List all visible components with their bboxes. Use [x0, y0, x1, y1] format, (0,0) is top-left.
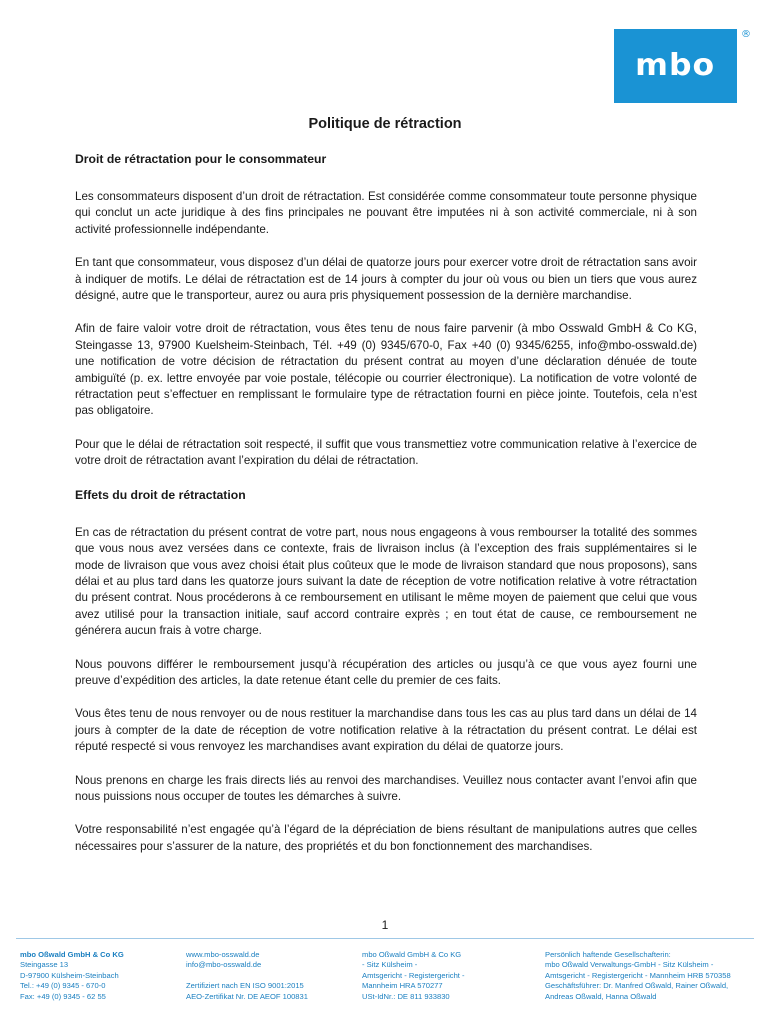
section-heading-effects: Effets du droit de rétractation: [75, 487, 246, 502]
footer-registry-hra: Mannheim HRA 570277: [362, 981, 443, 991]
footer-website: www.mbo-osswald.de: [186, 950, 260, 959]
footer-partner-company: mbo Oßwald Verwaltungs-GmbH - Sitz Külsheim -: [545, 960, 714, 970]
paragraph: Nous prenons en charge les frais directs liés au renvoi des marchandises. Veuillez nous contacter avant l’envoi afin que nous puissions nous occuper de toutes les démarches à suivre.: [75, 773, 697, 803]
document-body: [75, 151, 697, 872]
footer-iso-cert: Zertifiziert nach EN ISO 9001:2015: [186, 981, 304, 991]
footer-city: D-97900 Külsheim-Steinbach: [20, 970, 119, 980]
footer-fax: Fax: +49 (0) 9345 - 62 55: [20, 991, 106, 1001]
page-title: Politique de rétraction: [308, 116, 462, 132]
page-number: 1: [381, 918, 389, 932]
paragraph: Vous êtes tenu de nous renvoyer ou de nous restituer la marchandise dans tous les cas au plus tard dans un délai de 14 jours à compter de la date de réception de votre notification relative à la rétractation du présent contrat. Le délai est réputé respecté si vous renvoyez les marchandises avant expiration du délai de quatorze jours.: [75, 707, 697, 754]
registered-mark: ®: [741, 29, 751, 40]
paragraph: Pour que le délai de rétractation soit respecté, il suffit que vous transmettiez votre communication relative à l’exercice de votre droit de rétractation avant l’expiration du délai de rétractation.: [75, 437, 697, 468]
footer-managers-cont: Andreas Oßwald, Hanna Oßwald: [545, 991, 657, 1001]
section-heading-consumer-right: Droit de rétractation pour le consommateur: [75, 152, 327, 166]
footer-partner-court: Amtsgericht - Registergericht - Mannheim HRB 570358: [545, 970, 731, 980]
footer-vat-id: USt-IdNr.: DE 811 933830: [362, 991, 450, 1001]
footer-company-address: [20, 950, 124, 1002]
footer-partner: [545, 950, 731, 1002]
footer-web-certs: [186, 950, 308, 1002]
paragraph: En tant que consommateur, vous disposez d’un délai de quatorze jours pour exercer votre droit de rétractation sans avoir à indiquer de motifs. Le délai de rétractation est de 14 jours à compter du jour où vous ou bien un tiers que vous aurez désigné, autre que le transporteur, aurez ou aura pris physiquement possession de la dernière marchandise.: [75, 256, 697, 303]
footer-phone: Tel.: +49 (0) 9345 - 670-0: [20, 981, 106, 991]
footer-company-name: mbo Oßwald GmbH & Co KG: [20, 950, 124, 959]
footer-registry-court: Amtsgericht - Registergericht -: [362, 970, 465, 980]
footer-registry-company: mbo Oßwald GmbH & Co KG: [362, 950, 462, 959]
footer-street: Steingasse 13: [20, 960, 69, 970]
logo-text: mbo: [635, 48, 716, 83]
paragraph: Votre responsabilité n’est engagée qu’à l’égard de la dépréciation de biens résultant de manipulations autres que celles nécessaires pour s’assurer de la nature, des propriétés et du bon fonctionnement des marchandises.: [75, 823, 697, 853]
paragraph: Les consommateurs disposent d’un droit de rétractation. Est considérée comme consommateur toute personne physique qui conclut un acte juridique à des fins principales ne pouvant être imputées ni à son activité commerciale, ni à son activité professionnelle indépendante.: [75, 190, 697, 236]
paragraph: Nous pouvons différer le remboursement jusqu’à récupération des articles ou jusqu’à ce que vous ayez fourni une preuve d’expédition des articles, la date retenue étant celle du premier de ces faits.: [75, 657, 697, 687]
mbo-logo: [614, 29, 737, 103]
footer-registry: [362, 950, 465, 1002]
footer-email: info@mbo-osswald.de: [186, 960, 262, 970]
paragraph: En cas de rétractation du présent contrat de votre part, nous nous engageons à vous rembourser la totalité des sommes que vous nous avez versées dans ce contexte, frais de livraison inclus (à l’exception des frais supplémentaires si le mode de livraison que vous avez choisi était plus coûteux que le mode de livraison standard que nous proposons), sans délai et au plus tard dans les quatorze jours suivant la date de réception de votre notification relative à votre rétractation du présent contrat. Nous procéderons à ce remboursement en utilisant le même moyen de paiement que celui que vous avez utilisé pour la transaction initiale, sauf accord contraire exprès ; en tout état de cause, ce remboursement ne générera aucun frais à votre charge.: [75, 525, 697, 638]
footer-aeo-cert: AEO-Zertifikat Nr. DE AEOF 100831: [186, 991, 308, 1001]
footer-divider: [16, 938, 754, 939]
paragraph: Afin de faire valoir votre droit de rétractation, vous êtes tenu de nous faire parvenir (à mbo Osswald GmbH & Co KG, Steingasse 13, 97900 Kuelsheim-Steinbach, Tél. +49 (0) 9345/670-0, Fax +40 (0) 9345/6255, info@mbo-osswald.de) une notification de votre décision de rétractation du présent contrat au moyen d’une déclaration dénuée de toute ambiguïté (p. ex. lettre envoyée par voie postale, télécopie ou courrier électronique). La notification de votre volonté de rétractation peut s’effectuer en remplissant le formulaire type de rétractation fourni en pièce jointe. Toutefois, cela n’est pas obligatoire.: [75, 322, 697, 418]
footer-registry-seat: - Sitz Külsheim -: [362, 960, 418, 970]
footer-managers: Geschäftsführer: Dr. Manfred Oßwald, Rainer Oßwald,: [545, 981, 729, 991]
footer-partner-label: Persönlich haftende Gesellschafterin:: [545, 950, 671, 959]
